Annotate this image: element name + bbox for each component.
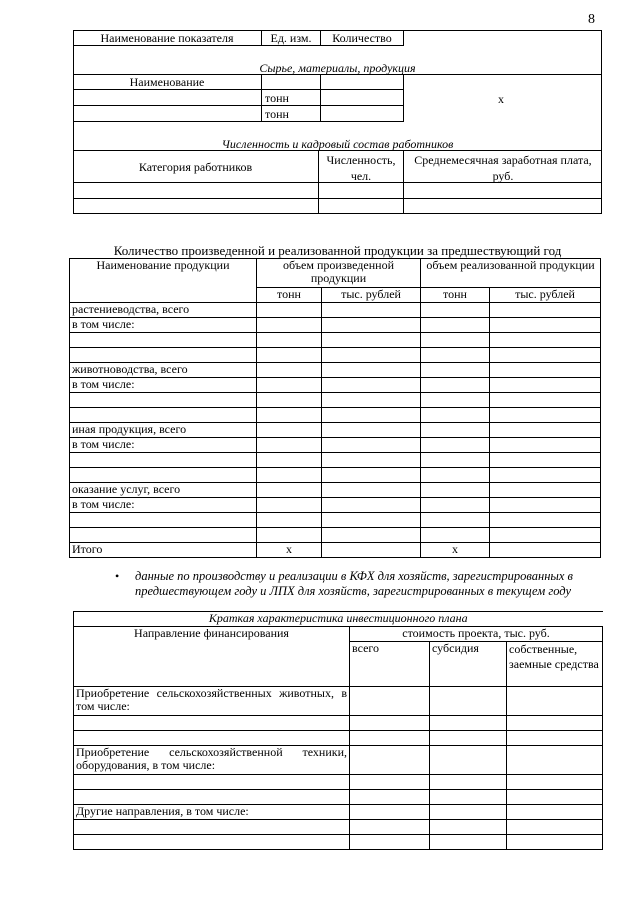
row-label-empty	[70, 348, 257, 363]
table-cell	[257, 363, 322, 378]
investment-plan-table	[73, 611, 603, 850]
table-cell	[322, 468, 421, 483]
sub-tons-sold: тонн	[421, 288, 490, 303]
sub-tons-produced: тонн	[257, 288, 322, 303]
header-quantity: Количество	[332, 31, 392, 45]
materials-name-label: Наименование	[129, 75, 205, 89]
table-cell	[421, 303, 490, 318]
table-row	[70, 303, 601, 318]
table-cell	[257, 528, 322, 543]
table-cell	[490, 498, 601, 513]
col-direction: Направление финансирования	[74, 627, 350, 687]
production-note: данные по производству и реализации в КФХ для хозяйств, зарегистрированных в предшествующем году и ЛПХ для хозяйств, зарегистрированных в текущем году	[135, 569, 573, 598]
table-row	[70, 498, 601, 513]
materials-section-title: Сырье, материалы, продукция	[259, 61, 416, 75]
table-cell	[490, 528, 601, 543]
staff-category-header: Категория работников	[138, 160, 253, 174]
table-cell	[322, 378, 421, 393]
table-cell	[490, 408, 601, 423]
table-cell	[421, 438, 490, 453]
total-x-mark: х	[257, 543, 322, 558]
table-cell	[257, 348, 322, 363]
table-row	[70, 453, 601, 468]
row-label: иная продукция, всего	[70, 423, 257, 438]
unit-tons-1: тонн	[265, 91, 289, 105]
row-label: в том числе:	[70, 438, 257, 453]
x-mark: х	[498, 92, 504, 106]
table-cell	[322, 303, 421, 318]
table-cell	[490, 423, 601, 438]
row-label-empty	[70, 528, 257, 543]
staff-count-header: Численность, чел.	[326, 153, 396, 183]
sub-rub-sold: тыс. рублей	[490, 288, 601, 303]
table-cell	[421, 333, 490, 348]
sub-subsidy: субсидия	[430, 642, 507, 687]
row-label: оказание услуг, всего	[70, 483, 257, 498]
table-cell	[490, 318, 601, 333]
table-cell	[322, 393, 421, 408]
table-cell	[322, 438, 421, 453]
table-row	[70, 348, 601, 363]
item-machinery: Приобретение сельскохозяйственной техники, оборудования, в том числе:	[74, 746, 350, 775]
table-row	[70, 363, 601, 378]
row-label: Итого	[70, 543, 257, 558]
staff-salary-header: Среднемесячная заработная плата, руб.	[414, 153, 592, 183]
table-cell	[257, 498, 322, 513]
row-label: растениеводства, всего	[70, 303, 257, 318]
page-number: 8	[588, 12, 595, 27]
table-cell	[421, 483, 490, 498]
table-cell	[490, 543, 601, 558]
header-indicator-name: Наименование показателя	[100, 31, 234, 45]
row-label-empty	[70, 393, 257, 408]
table-cell	[490, 363, 601, 378]
table-cell	[322, 498, 421, 513]
table-cell	[421, 528, 490, 543]
header-unit: Ед. изм.	[270, 31, 312, 45]
table-cell	[322, 333, 421, 348]
col-sold: объем реализованной продукции	[421, 259, 601, 288]
table-cell	[490, 378, 601, 393]
table-cell	[322, 543, 421, 558]
bullet-icon: •	[115, 569, 120, 583]
row-label-empty	[70, 468, 257, 483]
table-cell	[421, 498, 490, 513]
table-cell	[257, 483, 322, 498]
table-row	[70, 378, 601, 393]
row-label: животноводства, всего	[70, 363, 257, 378]
production-table	[69, 258, 601, 558]
table-cell	[257, 318, 322, 333]
item-livestock: Приобретение сельскохозяйственных животных, в том числе:	[74, 687, 350, 716]
table-cell	[322, 348, 421, 363]
table-row	[70, 543, 601, 558]
production-table-title: Количество произведенной и реализованной продукции за предшествующий год	[113, 243, 562, 258]
table-cell	[421, 468, 490, 483]
table-cell	[490, 393, 601, 408]
table-cell	[257, 423, 322, 438]
table-cell	[257, 513, 322, 528]
row-label: в том числе:	[70, 318, 257, 333]
table-row	[70, 438, 601, 453]
investment-plan-title: Краткая характеристика инвестиционного плана	[74, 612, 603, 627]
table-cell	[322, 483, 421, 498]
table-cell	[421, 393, 490, 408]
col-produced: объем произведенной продукции	[257, 259, 421, 288]
item-other: Другие направления, в том числе:	[74, 805, 350, 820]
table-row	[70, 483, 601, 498]
table-cell	[322, 423, 421, 438]
table-cell	[257, 303, 322, 318]
table-cell	[421, 513, 490, 528]
table-cell	[421, 408, 490, 423]
row-label-empty	[70, 453, 257, 468]
staff-section-title: Численность и кадровый состав работников	[221, 137, 454, 151]
table-cell	[257, 468, 322, 483]
table-row	[70, 528, 601, 543]
sub-total: всего	[350, 642, 430, 687]
table-cell	[322, 453, 421, 468]
row-label: в том числе:	[70, 498, 257, 513]
table-cell	[257, 393, 322, 408]
table-cell	[490, 453, 601, 468]
table-row	[70, 318, 601, 333]
table-cell	[490, 513, 601, 528]
col-project-cost: стоимость проекта, тыс. руб.	[350, 627, 603, 642]
row-label-empty	[70, 408, 257, 423]
table-cell	[421, 348, 490, 363]
table-cell	[322, 528, 421, 543]
table-cell	[257, 378, 322, 393]
section1-frame	[73, 30, 602, 214]
row-label-empty	[70, 513, 257, 528]
table-cell	[421, 453, 490, 468]
table-cell	[257, 438, 322, 453]
table-row	[70, 513, 601, 528]
col-product-name: Наименование продукции	[70, 259, 257, 303]
table-cell	[257, 333, 322, 348]
table-cell	[490, 438, 601, 453]
table-cell	[257, 453, 322, 468]
table-row	[70, 393, 601, 408]
table-cell	[322, 408, 421, 423]
total-x-mark: х	[421, 543, 490, 558]
table-cell	[421, 378, 490, 393]
sub-own-funds: собственные, заемные средства	[507, 642, 603, 687]
table-cell	[322, 363, 421, 378]
table-cell	[322, 318, 421, 333]
table-cell	[322, 513, 421, 528]
table-cell	[490, 303, 601, 318]
table-cell	[490, 333, 601, 348]
table-cell	[421, 363, 490, 378]
unit-tons-2: тонн	[265, 107, 289, 121]
table-cell	[490, 468, 601, 483]
table-row	[70, 408, 601, 423]
table-cell	[490, 348, 601, 363]
table-cell	[257, 408, 322, 423]
table-cell	[421, 423, 490, 438]
table-row	[70, 423, 601, 438]
table-row	[70, 468, 601, 483]
sub-rub-produced: тыс. рублей	[322, 288, 421, 303]
table-cell	[421, 318, 490, 333]
table-cell	[490, 483, 601, 498]
row-label: в том числе:	[70, 378, 257, 393]
table-row	[70, 333, 601, 348]
row-label-empty	[70, 333, 257, 348]
